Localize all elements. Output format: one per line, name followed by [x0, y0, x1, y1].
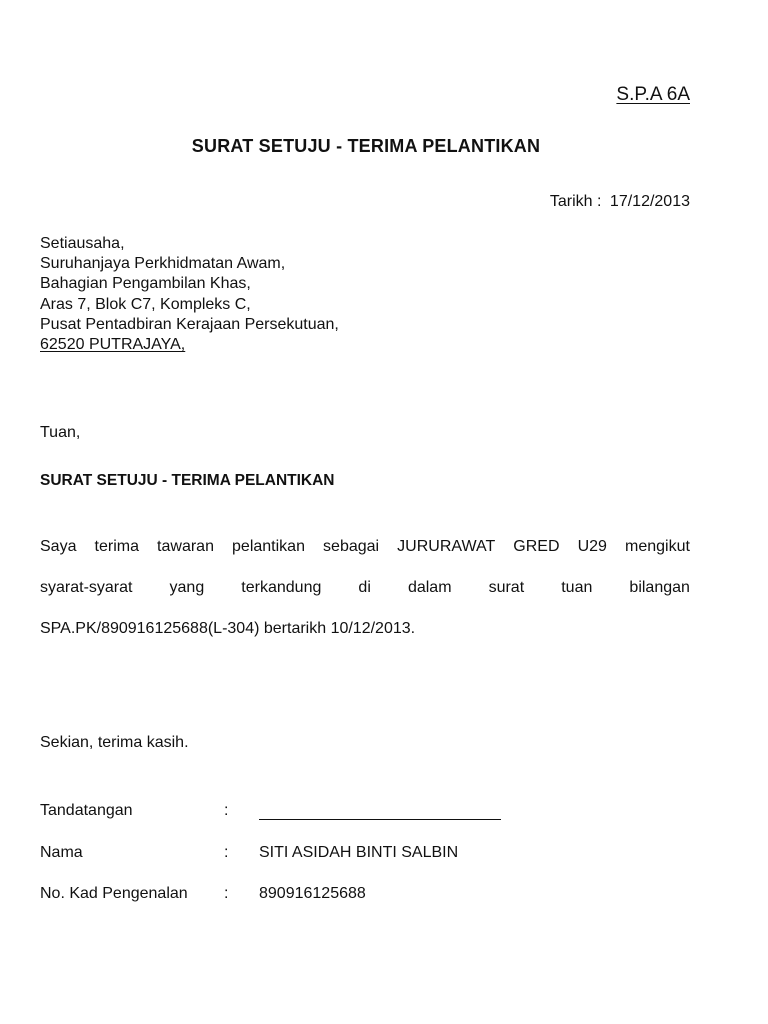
body-word: tuan: [561, 579, 593, 596]
body-word: mengikut: [625, 538, 690, 555]
body-word: syarat-syarat: [40, 579, 133, 596]
separator-colon: :: [224, 885, 229, 902]
separator-colon: :: [224, 802, 229, 819]
subject-heading: SURAT SETUJU - TERIMA PELANTIKAN: [40, 472, 335, 489]
address-line: Aras 7, Blok C7, Kompleks C,: [40, 295, 251, 313]
body-word: U29: [577, 538, 607, 555]
ic-label: No. Kad Pengenalan: [40, 885, 188, 902]
body-line-3: SPA.PK/890916125688(L-304) bertarikh 10/12/2013.: [40, 620, 416, 637]
body-word: di: [358, 579, 371, 596]
body-word: yang: [169, 579, 205, 596]
body-word: GRED: [513, 538, 560, 555]
letter-body: [40, 537, 690, 660]
body-line-1: [40, 537, 690, 578]
body-word: JURURAWAT: [397, 538, 496, 555]
signature-row: [40, 802, 700, 844]
body-word: Saya: [40, 538, 77, 555]
address-line: Setiausaha,: [40, 235, 125, 252]
body-word: dalam: [407, 579, 452, 596]
name-value: SITI ASIDAH BINTI SALBIN: [259, 843, 459, 861]
closing-text: Sekian, terima kasih.: [40, 734, 189, 751]
date-value: 17/12/2013: [609, 193, 690, 210]
body-word: surat: [488, 579, 525, 596]
separator-colon: :: [224, 843, 229, 861]
signature-line: [259, 819, 501, 820]
name-label: Nama: [40, 843, 83, 861]
signature-block: [40, 802, 700, 927]
address-line: Bahagian Pengambilan Khas,: [40, 275, 251, 293]
body-word: tawaran: [157, 538, 214, 555]
body-word: terkandung: [241, 579, 322, 596]
ic-value: 890916125688: [259, 885, 366, 902]
address-postcode-line: 62520 PUTRAJAYA,: [40, 336, 186, 354]
address-line: Pusat Pentadbiran Kerajaan Persekutuan,: [40, 315, 339, 333]
body-word: bilangan: [629, 579, 690, 596]
signature-label: Tandatangan: [40, 802, 133, 819]
form-code: S.P.A 6A: [616, 84, 690, 105]
page-title: SURAT SETUJU - TERIMA PELANTIKAN: [191, 136, 541, 156]
body-word: sebagai: [323, 538, 380, 555]
name-row: [40, 844, 700, 886]
date-line: [550, 193, 690, 211]
date-label: Tarikh :: [549, 193, 602, 210]
recipient-address: [40, 234, 339, 355]
salutation: Tuan,: [40, 424, 81, 441]
body-word: terima: [94, 538, 139, 555]
body-line-2: [40, 578, 690, 619]
body-word: pelantikan: [232, 538, 305, 555]
ic-row: [40, 885, 700, 927]
address-line: Suruhanjaya Perkhidmatan Awam,: [40, 255, 286, 273]
